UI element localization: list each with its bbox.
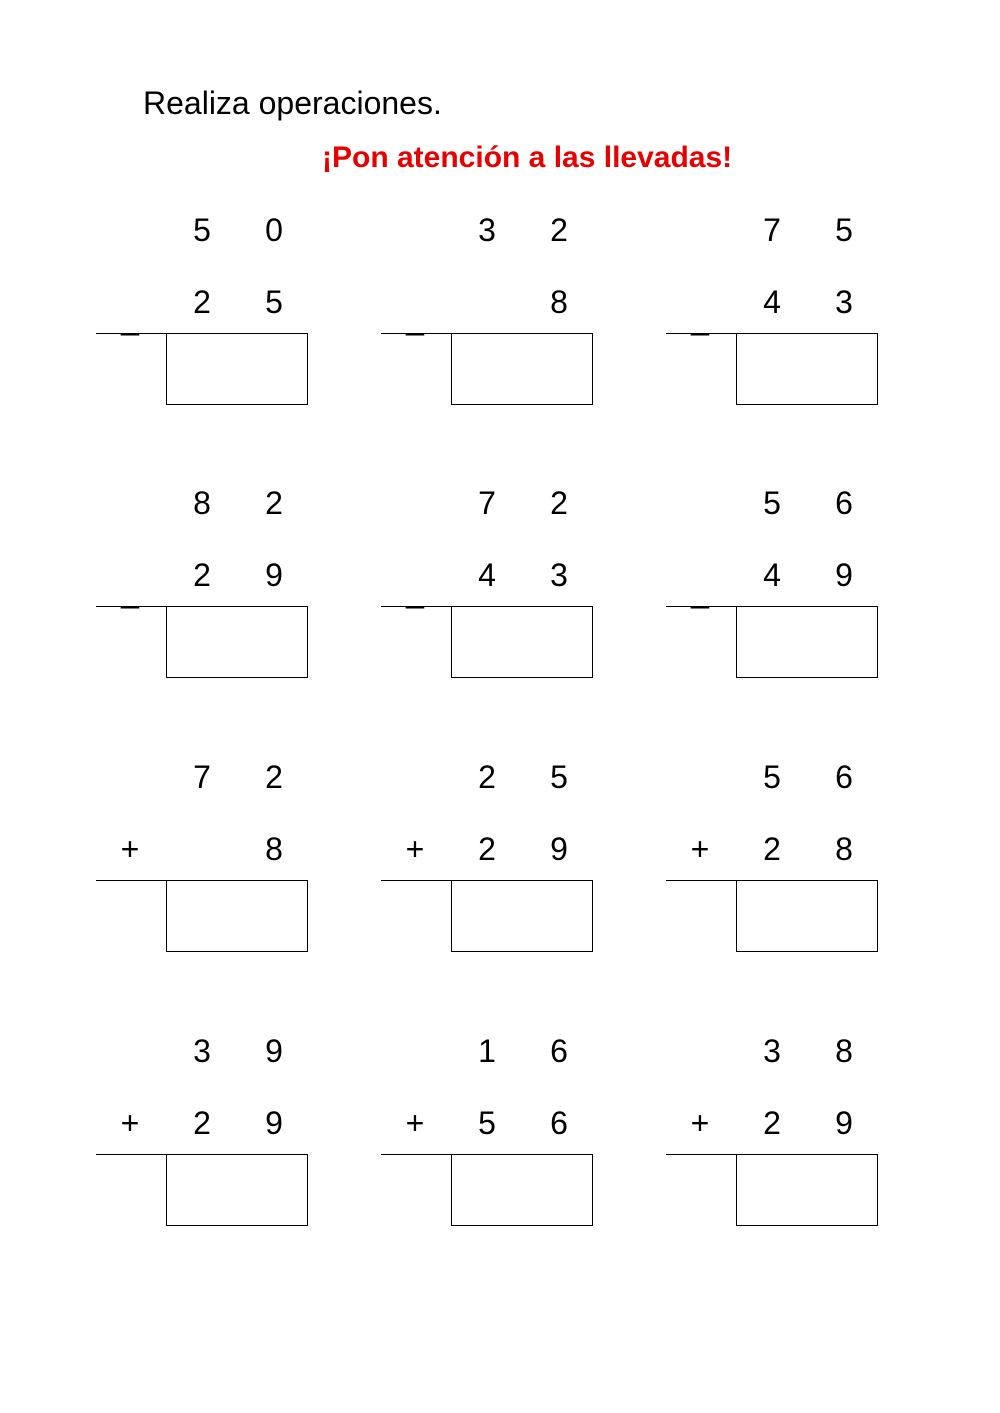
top-tens-digit: 5 <box>193 212 211 248</box>
plus-sign: + <box>405 831 425 867</box>
problem-5 <box>381 485 595 685</box>
answer-box-ones[interactable] <box>807 880 878 952</box>
top-ones-digit: 6 <box>835 485 853 521</box>
answer-box-tens[interactable] <box>451 880 523 952</box>
bottom-tens-digit: 4 <box>763 557 781 593</box>
carry-reminder: ¡Pon atención a las llevadas! <box>322 141 733 174</box>
top-ones-digit: 0 <box>265 212 283 248</box>
answer-box-ones[interactable] <box>237 1154 308 1226</box>
plus-sign: + <box>120 1105 140 1141</box>
bottom-ones-digit: 8 <box>835 831 853 867</box>
top-tens-digit: 5 <box>763 759 781 795</box>
problem-9 <box>666 759 880 959</box>
carry-rule-line <box>96 1154 166 1155</box>
answer-box-ones[interactable] <box>807 606 878 678</box>
minus-sign: _ <box>121 573 139 609</box>
top-ones-digit: 9 <box>265 1033 283 1069</box>
top-tens-digit: 1 <box>478 1033 496 1069</box>
top-ones-digit: 2 <box>550 485 568 521</box>
plus-sign: + <box>690 831 710 867</box>
top-tens-digit: 5 <box>763 485 781 521</box>
bottom-tens-digit: 4 <box>763 284 781 320</box>
top-ones-digit: 5 <box>835 212 853 248</box>
minus-sign: _ <box>691 573 709 609</box>
carry-rule-line <box>666 606 736 607</box>
bottom-tens-digit <box>451 284 523 320</box>
top-tens-digit: 3 <box>193 1033 211 1069</box>
carry-rule-line <box>381 1154 451 1155</box>
carry-rule-line <box>381 333 451 334</box>
top-ones-digit: 2 <box>265 759 283 795</box>
carry-rule-line <box>666 880 736 881</box>
bottom-tens-digit <box>166 831 238 867</box>
top-tens-digit: 7 <box>478 485 496 521</box>
carry-rule-line <box>96 606 166 607</box>
minus-sign: _ <box>406 573 424 609</box>
answer-box-ones[interactable] <box>807 333 878 405</box>
answer-box-tens[interactable] <box>166 880 238 952</box>
bottom-tens-digit: 2 <box>478 831 496 867</box>
top-ones-digit: 2 <box>550 212 568 248</box>
problem-10 <box>96 1033 310 1233</box>
top-tens-digit: 7 <box>763 212 781 248</box>
top-ones-digit: 2 <box>265 485 283 521</box>
top-tens-digit: 8 <box>193 485 211 521</box>
bottom-ones-digit: 3 <box>835 284 853 320</box>
answer-box-ones[interactable] <box>522 1154 593 1226</box>
top-ones-digit: 5 <box>550 759 568 795</box>
bottom-tens-digit: 2 <box>193 284 211 320</box>
top-tens-digit: 3 <box>478 212 496 248</box>
carry-rule-line <box>96 880 166 881</box>
answer-box-ones[interactable] <box>522 606 593 678</box>
problem-12 <box>666 1033 880 1233</box>
answer-box-tens[interactable] <box>451 333 523 405</box>
carry-rule-line <box>96 333 166 334</box>
minus-sign: _ <box>121 300 139 336</box>
bottom-tens-digit: 2 <box>763 1105 781 1141</box>
bottom-ones-digit: 9 <box>835 1105 853 1141</box>
bottom-ones-digit: 9 <box>265 557 283 593</box>
bottom-tens-digit: 4 <box>478 557 496 593</box>
carry-rule-line <box>381 606 451 607</box>
answer-box-tens[interactable] <box>166 333 238 405</box>
problem-1 <box>96 212 310 412</box>
top-tens-digit: 7 <box>193 759 211 795</box>
answer-box-tens[interactable] <box>736 1154 808 1226</box>
bottom-ones-digit: 3 <box>550 557 568 593</box>
answer-box-tens[interactable] <box>451 606 523 678</box>
bottom-ones-digit: 6 <box>550 1105 568 1141</box>
top-ones-digit: 6 <box>550 1033 568 1069</box>
instruction-text: Realiza operaciones. <box>143 85 442 121</box>
bottom-ones-digit: 5 <box>265 284 283 320</box>
top-ones-digit: 8 <box>835 1033 853 1069</box>
problem-8 <box>381 759 595 959</box>
bottom-tens-digit: 5 <box>478 1105 496 1141</box>
minus-sign: _ <box>406 300 424 336</box>
bottom-ones-digit: 9 <box>550 831 568 867</box>
plus-sign: + <box>120 831 140 867</box>
problem-4 <box>96 485 310 685</box>
answer-box-ones[interactable] <box>237 880 308 952</box>
answer-box-tens[interactable] <box>736 880 808 952</box>
bottom-ones-digit: 9 <box>265 1105 283 1141</box>
plus-sign: + <box>405 1105 425 1141</box>
answer-box-tens[interactable] <box>166 1154 238 1226</box>
bottom-ones-digit: 8 <box>550 284 568 320</box>
bottom-ones-digit: 9 <box>835 557 853 593</box>
top-ones-digit: 6 <box>835 759 853 795</box>
problem-11 <box>381 1033 595 1233</box>
problem-2 <box>381 212 595 412</box>
answer-box-tens[interactable] <box>736 333 808 405</box>
bottom-ones-digit: 8 <box>265 831 283 867</box>
answer-box-tens[interactable] <box>166 606 238 678</box>
problem-6 <box>666 485 880 685</box>
answer-box-ones[interactable] <box>237 333 308 405</box>
answer-box-ones[interactable] <box>522 333 593 405</box>
carry-rule-line <box>381 880 451 881</box>
bottom-tens-digit: 2 <box>763 831 781 867</box>
top-tens-digit: 3 <box>763 1033 781 1069</box>
answer-box-ones[interactable] <box>237 606 308 678</box>
bottom-tens-digit: 2 <box>193 1105 211 1141</box>
plus-sign: + <box>690 1105 710 1141</box>
top-tens-digit: 2 <box>478 759 496 795</box>
answer-box-ones[interactable] <box>807 1154 878 1226</box>
answer-box-tens[interactable] <box>736 606 808 678</box>
bottom-tens-digit: 2 <box>193 557 211 593</box>
problem-7 <box>96 759 310 959</box>
problem-3 <box>666 212 880 412</box>
answer-box-ones[interactable] <box>522 880 593 952</box>
carry-rule-line <box>666 333 736 334</box>
answer-box-tens[interactable] <box>451 1154 523 1226</box>
minus-sign: _ <box>691 300 709 336</box>
carry-rule-line <box>666 1154 736 1155</box>
